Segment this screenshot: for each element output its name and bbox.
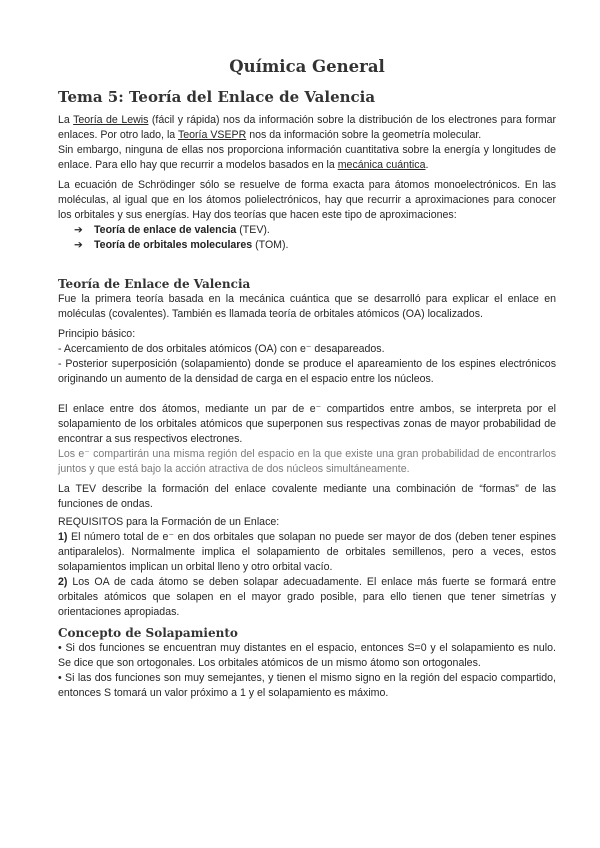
intro-paragraph-2 bbox=[58, 143, 556, 173]
text-span: La bbox=[58, 114, 74, 126]
list-item-rest: (TEV). bbox=[236, 224, 270, 236]
solapamiento-section bbox=[58, 626, 556, 701]
theories-list bbox=[74, 223, 556, 253]
tev-paragraph-2: El enlace entre dos átomos, mediante un par de e⁻ compartidos entre ambos, se interpreta por el solapamiento de los orbitales atómicos que superponen sus respectivas zonas de mayor probabilidad de encontrar a sus respectivos electrones. bbox=[58, 403, 556, 445]
list-item bbox=[74, 223, 556, 238]
requisito-1 bbox=[58, 530, 556, 575]
solapamiento-bullet-2: • Si las dos funciones son muy semejantes, y tienen el mismo signo en la región del espacio compartido, entonces S tomará un valor próximo a 1 y el solapamiento es máximo. bbox=[58, 672, 556, 699]
intro-paragraph-3: La ecuación de Schrödinger sólo se resuelve de forma exacta para átomos monoelectrónicos. En las moléculas, al igual que en los átomos polielectrónicos, hay que recurrir a aproximaciones para conocer los orbitales y sus energías. Hay dos teorías que hacen este tipo de aproximaciones: bbox=[58, 179, 556, 221]
text-span: nos da información sobre la geometría molecular. bbox=[246, 129, 482, 141]
text-span: (fácil y rápida) nos da información sobre la distribución de los electrones para formar enlaces. Por otro lado, la bbox=[58, 114, 556, 141]
tev-paragraph-1: Fue la primera teoría basada en la mecánica cuántica que se desarrolló para explicar el enlace en moléculas (covalentes). También es llamada teoría de orbitales atómicos (OA) localizados. bbox=[58, 293, 556, 320]
requisito-text: El número total de e⁻ en dos orbitales que solapan no puede ser mayor de dos (deben tener espines antiparalelos). Normalmente implica el solapamiento de orbitales semillenos, pero a veces, estos solapamientos implican un orbital lleno y otro orbital vacío. bbox=[58, 531, 556, 573]
requisitos-heading: REQUISITOS para la Formación de un Enlace: bbox=[58, 516, 280, 528]
tev-section bbox=[58, 277, 556, 512]
solapamiento-bullet-1: • Si dos funciones se encuentran muy distantes en el espacio, entonces S=0 y el solapamiento es nulo. Se dice que son ortogonales. Los orbitales atómicos de un mismo átomo son ortogonales. bbox=[58, 642, 556, 669]
requisito-number: 1) bbox=[58, 531, 68, 543]
list-item-rest: (TOM). bbox=[252, 239, 289, 251]
solapamiento-heading: Concepto de Solapamiento bbox=[58, 626, 238, 640]
text-span: Sin embargo, ninguna de ellas nos proporciona información cuantitativa sobre la energía y longitudes de enlace. Para ello hay que recurrir a modelos basados en la bbox=[58, 144, 556, 171]
intro-section bbox=[58, 113, 556, 253]
tev-heading: Teoría de Enlace de Valencia bbox=[58, 277, 251, 291]
tev-paragraph-2-note: Los e⁻ compartirán una misma región del espacio en la que existe una gran probabilidad de encontrarlos juntos y que está bajo la acción atractiva de dos núcleos simultáneamente. bbox=[58, 448, 556, 475]
topic-heading: Tema 5: Teoría del Enlace de Valencia bbox=[58, 88, 376, 106]
intro-paragraph-1 bbox=[58, 113, 556, 143]
principio-item-1: - Acercamiento de dos orbitales atómicos (OA) con e⁻ desapareados. bbox=[58, 343, 385, 355]
lewis-link[interactable]: Teoría de Lewis bbox=[73, 114, 149, 126]
arrow-icon: ➔ bbox=[74, 224, 83, 236]
document-title: Química General bbox=[229, 57, 385, 76]
tev-paragraph-3: La TEV describe la formación del enlace covalente mediante una combinación de “formas” de las funciones de ondas. bbox=[58, 483, 556, 510]
vsepr-link[interactable]: Teoría VSEPR bbox=[177, 129, 247, 141]
list-item-bold: Teoría de enlace de valencia bbox=[94, 224, 237, 236]
requisito-text: Los OA de cada átomo se deben solapar adecuadamente. El enlace más fuerte se formará entre orbitales atómicos que solapen en el mayor grado posible, para ello tienen que tener simetrías y orientaciones apropiadas. bbox=[58, 576, 556, 618]
text-span: . bbox=[425, 159, 429, 171]
requisitos-section bbox=[58, 515, 556, 620]
principio-item-2: - Posterior superposición (solapamiento) donde se produce el apareamiento de los espines electrónicos originando un aumento de la densidad de carga en el espacio entre los núcleos. bbox=[58, 358, 556, 385]
arrow-icon: ➔ bbox=[74, 239, 83, 251]
requisito-number: 2) bbox=[58, 576, 68, 588]
principio-label: Principio básico: bbox=[58, 328, 136, 340]
mecanica-cuantica-link[interactable]: mecánica cuántica bbox=[337, 159, 426, 171]
requisito-2 bbox=[58, 575, 556, 620]
list-item bbox=[74, 238, 556, 253]
list-item-bold: Teoría de orbitales moleculares bbox=[94, 239, 253, 251]
